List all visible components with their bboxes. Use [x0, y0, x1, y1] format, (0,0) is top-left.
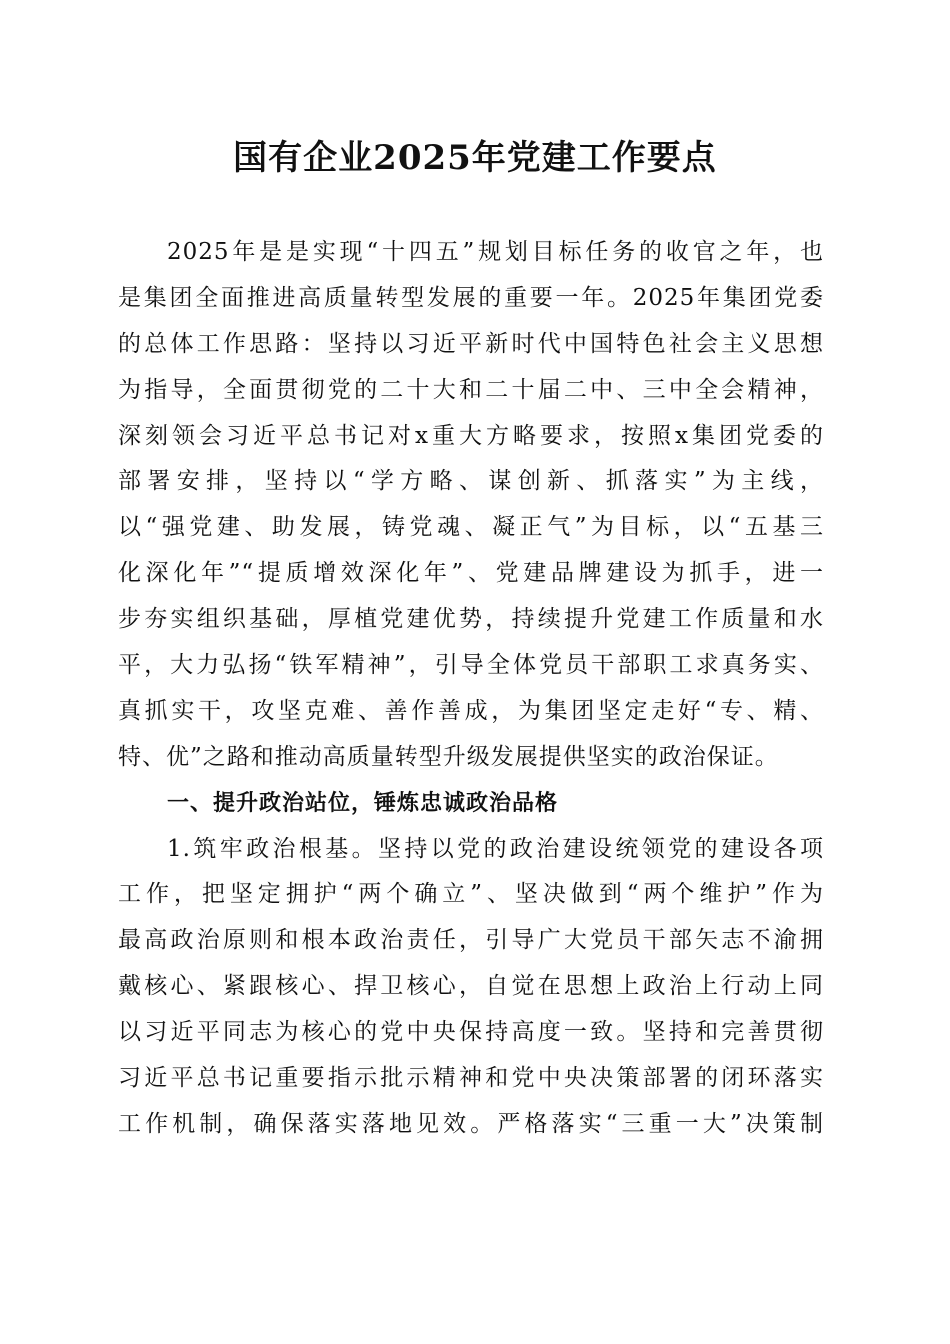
- document-title: 国有企业2025年党建工作要点: [233, 138, 717, 178]
- section1-paragraph: [118, 827, 824, 1148]
- paragraph-line: 戴核心、紧跟核心、捍卫核心，自觉在思想上政治上行动上同: [118, 973, 824, 1000]
- paragraph-line: 部署安排，坚持以“学方略、谋创新、抓落实”为主线，: [118, 468, 824, 495]
- paragraph-line: 以习近平同志为核心的党中央保持高度一致。坚持和完善贯彻: [118, 1019, 824, 1046]
- intro-paragraph: [118, 230, 824, 781]
- paragraph-line: 工作机制，确保落实落地见效。严格落实“三重一大”决策制: [118, 1110, 824, 1137]
- paragraph-line: 工作，把坚定拥护“两个确立”、坚决做到“两个维护”作为: [118, 881, 824, 908]
- paragraph-line: 为指导，全面贯彻党的二十大和二十届二中、三中全会精神，: [118, 376, 824, 403]
- paragraph-line: 步夯实组织基础，厚植党建优势，持续提升党建工作质量和水: [118, 606, 824, 633]
- paragraph-line: 2025年是是实现“十四五”规划目标任务的收官之年，也: [167, 239, 824, 265]
- paragraph-line: 真抓实干，攻坚克难、善作善成，为集团坚定走好“专、精、: [118, 697, 824, 724]
- paragraph-line: 以“强党建、助发展，铸党魂、凝正气”为目标，以“五基三: [118, 514, 824, 541]
- document-body: [118, 230, 824, 1148]
- paragraph-line: 最高政治原则和根本政治责任，引导广大党员干部矢志不渝拥: [118, 927, 824, 954]
- paragraph-line: 化深化年”“提质增效深化年”、党建品牌建设为抓手，进一: [118, 560, 824, 587]
- section-heading: 一、提升政治站位，锤炼忠诚政治品格: [167, 790, 559, 816]
- paragraph-line: 平，大力弘扬“铁军精神”，引导全体党员干部职工求真务实、: [118, 652, 824, 679]
- paragraph-line: 的总体工作思路：坚持以习近平新时代中国特色社会主义思想: [118, 330, 824, 357]
- paragraph-line: 特、优”之路和推动高质量转型升级发展提供坚实的政治保证。: [118, 743, 779, 770]
- paragraph-line: 深刻领会习近平总书记对x重大方略要求，按照x集团党委的: [118, 422, 824, 449]
- paragraph-line: 习近平总书记重要指示批示精神和党中央决策部署的闭环落实: [118, 1065, 824, 1092]
- paragraph-line: 是集团全面推进高质量转型发展的重要一年。2025年集团党委: [118, 284, 824, 311]
- paragraph-line: 1.筑牢政治根基。坚持以党的政治建设统领党的建设各项: [167, 835, 824, 862]
